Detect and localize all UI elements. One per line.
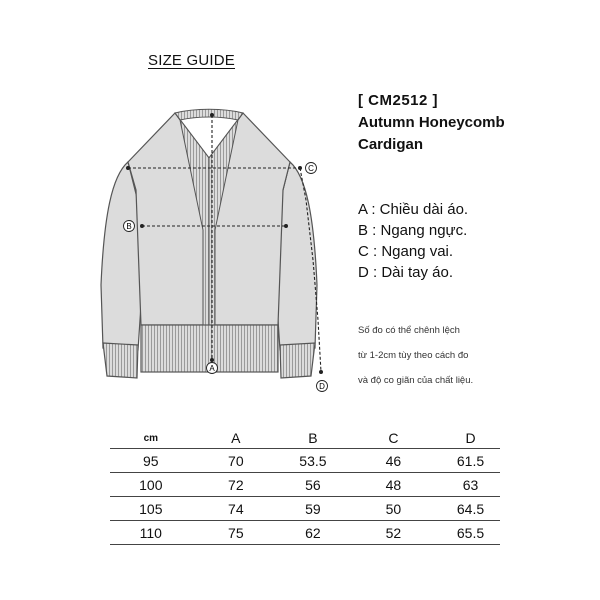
table-cell: 50 — [346, 497, 441, 521]
left-cuff — [103, 343, 138, 378]
table-row — [110, 449, 500, 473]
table-cell: 70 — [192, 449, 280, 473]
table-cell: 48 — [346, 473, 441, 497]
column-header-b: B — [308, 430, 318, 446]
right-cuff — [280, 343, 315, 378]
table-cell: 59 — [280, 497, 346, 521]
label-d-marker — [317, 381, 328, 392]
note-line-1: Số đo có thể chênh lệch — [358, 325, 460, 336]
note-line-3: và độ co giãn của chất liệu. — [358, 375, 474, 386]
table-cell: 56 — [280, 473, 346, 497]
table-cell: 53.5 — [280, 449, 346, 473]
table-cell: 72 — [192, 473, 280, 497]
table-cell: 64.5 — [441, 497, 500, 521]
column-header-c: C — [388, 430, 399, 446]
table-cell: 75 — [192, 521, 280, 545]
product-name-line-1: Autumn Honeycomb — [358, 114, 505, 131]
table-cell: 100 — [110, 473, 192, 497]
table-header-row — [110, 428, 500, 449]
column-header-unit: cm — [143, 432, 159, 444]
product-info — [358, 90, 505, 156]
label-d: D — [319, 382, 325, 391]
label-a: A — [209, 364, 215, 373]
measurement-legend — [358, 199, 468, 283]
table-cell: 46 — [346, 449, 441, 473]
table-row — [110, 473, 500, 497]
size-table — [110, 428, 500, 545]
table-cell: 95 — [110, 449, 192, 473]
legend-item-c: C : Ngang vai. — [358, 243, 454, 260]
table-cell: 74 — [192, 497, 280, 521]
product-code: [ CM2512 ] — [358, 92, 439, 109]
note-line-2: từ 1-2cm tùy theo cách đo — [358, 350, 469, 361]
table-cell: 63 — [441, 473, 500, 497]
table-cell: 65.5 — [441, 521, 500, 545]
measurement-note — [358, 318, 473, 393]
table-cell: 105 — [110, 497, 192, 521]
cardigan-diagram — [85, 95, 335, 400]
collar-back — [175, 109, 243, 120]
table-row — [110, 521, 500, 545]
table-cell: 110 — [110, 521, 192, 545]
table-cell: 61.5 — [441, 449, 500, 473]
product-name-line-2: Cardigan — [358, 136, 424, 153]
legend-item-a: A : Chiều dài áo. — [358, 201, 469, 218]
table-cell: 62 — [280, 521, 346, 545]
label-a-marker — [207, 363, 218, 374]
column-header-a: A — [231, 430, 241, 446]
table-cell: 52 — [346, 521, 441, 545]
table-row — [110, 497, 500, 521]
legend-item-d: D : Dài tay áo. — [358, 264, 454, 281]
legend-item-b: B : Ngang ngực. — [358, 222, 468, 239]
label-c: C — [308, 164, 314, 173]
label-b-marker — [124, 221, 135, 232]
size-guide-title: SIZE GUIDE — [148, 52, 236, 69]
label-c-marker — [306, 163, 317, 174]
column-header-d: D — [465, 430, 476, 446]
label-b: B — [126, 222, 132, 231]
